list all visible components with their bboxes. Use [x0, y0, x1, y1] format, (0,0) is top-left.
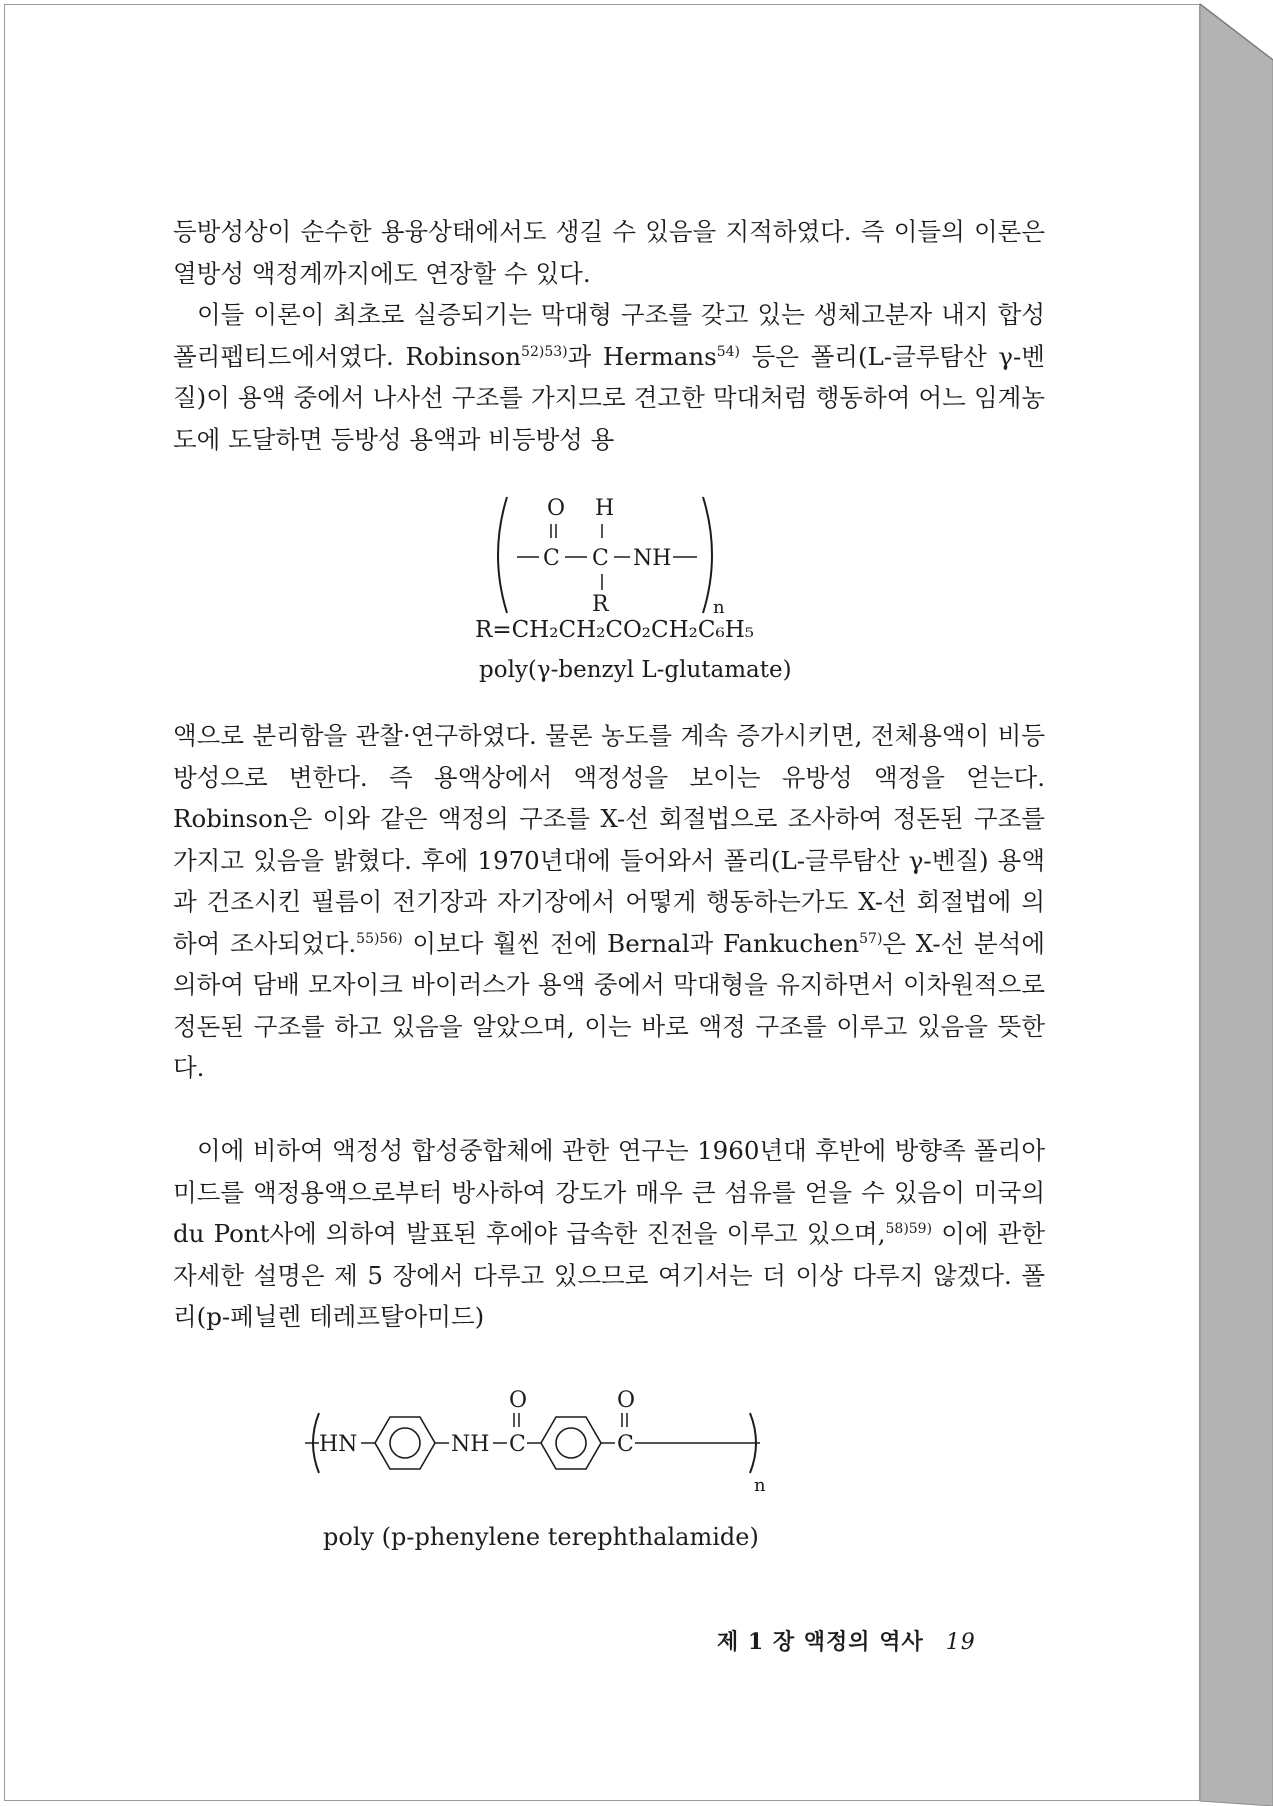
paragraph-4-text-b: 이에 관한 자세한 설명은 제 5 장에서 다루고 있으므로 여기서는 더 이상 다루지 않겠다. 폴리(p-페닐렌 테레프탈아미드) — [173, 1219, 1045, 1331]
paragraph-3-text-b: 이보다 훨씬 전에 Bernal과 Fankuchen — [402, 928, 860, 958]
group-nh: NH — [451, 1432, 490, 1457]
atom-carbon-1: C — [509, 1432, 526, 1457]
repeat-subscript-n: n — [713, 597, 725, 618]
paragraph-3-text-c: 은 X-선 분석에 의하여 담배 모자이크 바이러스가 용액 중에서 막대형을 유지하면서 이차원적으로 정돈된 구조를 하고 있음을 알았으며, 이는 바로 액정 구조를 이루고 있음을 뜻한다. — [173, 928, 1045, 1082]
atom-oxygen: O — [547, 496, 566, 521]
page-footer — [717, 1625, 976, 1656]
paragraph-2-text-a: 이들 이론이 최초로 실증되기는 막대형 구조를 갖고 있는 생체고분자 내지 합성 폴리펩티드에서였다. Robinson — [173, 300, 1045, 371]
reference-55-56: 55)56) — [356, 930, 403, 947]
reference-58-59: 58)59) — [885, 1221, 933, 1237]
paragraph-1: 등방성상이 순수한 용융상태에서도 생길 수 있음을 지적하였다. 즉 이들의 이론은 열방성 액정계까지에도 연장할 수 있다. — [173, 217, 1045, 288]
chemical-structure-1 — [485, 485, 785, 625]
right-parenthesis — [703, 497, 712, 613]
paragraph-2-text-b: 과 Hermans — [567, 341, 717, 371]
left-parenthesis — [498, 497, 507, 613]
chapter-title: 제 1 장 액정의 역사 — [717, 1629, 924, 1655]
benzene-ring-2 — [541, 1417, 601, 1469]
group-hn: HN — [319, 1432, 358, 1457]
atom-carbon-2: C — [617, 1432, 634, 1457]
atom-carbon-2: C — [592, 546, 609, 571]
atom-oxygen-1: O — [509, 1388, 528, 1413]
structure-1-caption: poly(γ-benzyl L-glutamate) — [479, 657, 792, 683]
group-nh: NH — [633, 546, 672, 571]
reference-54: 54) — [716, 343, 740, 360]
chemical-structure-2 — [305, 1385, 785, 1505]
atom-oxygen-2: O — [617, 1388, 636, 1413]
page-number: 19 — [945, 1630, 976, 1655]
atom-r: R — [592, 592, 609, 617]
reference-57: 57) — [859, 930, 883, 947]
paragraph-3-text-a: 액으로 분리함을 관찰·연구하였다. 물론 농도를 계속 증가시키면, 전체용액이 비등방성으로 변한다. 즉 용액상에서 액정성을 보이는 유방성 액정을 얻는다. Robinson은 이와 같은 액정의 구조를 X-선 회절법으로 조사하여 정돈된 구조를 가지고 있음을 밝혔다. 후에 1970년대에 들어와서 폴리(L-글루탐산 γ-벤질) 용액과 건조시킨 필름이 전기장과 자기장에서 어떻게 행동하는가도 X-선 회절법에 의하여 조사되었다. — [173, 721, 1045, 958]
paragraph-2-text-c: 등은 폴리(L-글루탐산 γ-벤질)이 용액 중에서 나사선 구조를 가지므로 견고한 막대처럼 행동하여 어느 임계농도에 도달하면 등방성 용액과 비등방성 용 — [173, 341, 1045, 454]
atom-carbon-1: C — [543, 546, 560, 571]
reference-52-53: 52)53) — [521, 343, 568, 360]
structure-2-caption: poly (p-phenylene terephthalamide) — [323, 1523, 759, 1551]
repeat-subscript-n: n — [754, 1475, 766, 1496]
paragraph-4-text-a: 이에 비하여 액정성 합성중합체에 관한 연구는 1960년대 후반에 방향족 폴리아미드를 액정용액으로부터 방사하여 강도가 매우 큰 섬유를 얻을 수 있음이 미국의 du Pont사에 의하여 발표된 후에야 급속한 진전을 이루고 있으며, — [173, 1136, 1045, 1248]
paragraph-2 — [173, 294, 1045, 460]
benzene-ring-1 — [375, 1417, 435, 1469]
document-page — [4, 4, 1200, 1801]
paragraph-3 — [173, 715, 1045, 1089]
r-group-definition: R=CH₂CH₂CO₂CH₂C₆H₅ — [475, 617, 754, 643]
paragraph-4 — [173, 1130, 1045, 1338]
atom-hydrogen: H — [595, 496, 615, 521]
